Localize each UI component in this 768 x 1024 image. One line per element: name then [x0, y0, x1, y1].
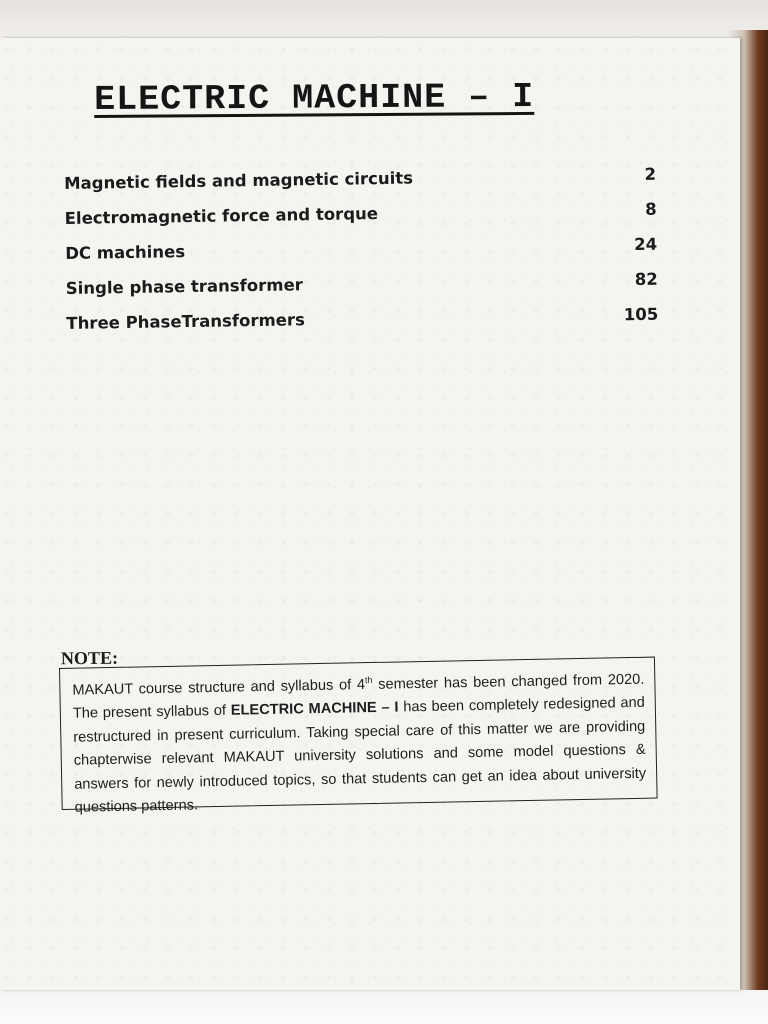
toc-chapter-title: Single phase transformer [65, 275, 303, 298]
toc-chapter-title: DC machines [65, 242, 186, 263]
page-title: ELECTRIC MACHINE – I [94, 76, 535, 120]
toc-chapter-title: Magnetic fields and magnetic circuits [64, 168, 414, 193]
photo-background-top [0, 0, 768, 42]
note-text-part: has been completely redesigned and restructured in present curriculum. Taking special care of this matter we are providing chapterwise relevant MAKAUT university solutions and some model questions & answers for newly introduced topics, so that students can get an idea about university questions patterns. [73, 695, 647, 817]
toc-page-number: 2 [644, 164, 657, 184]
title-block [94, 76, 622, 120]
toc-page-number: 24 [634, 234, 658, 255]
note-text-part: semester has been changed from 2020. The present syllabus of [72, 671, 645, 723]
note-text-part: MAKAUT course structure and syllabus of 4 [72, 676, 366, 699]
note-box [59, 657, 658, 817]
note-label: NOTE: [60, 647, 119, 669]
note-course-name: ELECTRIC MACHINE – I [230, 699, 399, 720]
toc-page-number: 105 [623, 304, 659, 325]
toc-chapter-title: Electromagnetic force and torque [64, 204, 379, 228]
toc-page-number: 8 [644, 199, 657, 219]
toc-chapter-title: Three PhaseTransformers [66, 310, 305, 333]
table-of-contents [64, 165, 659, 349]
note-text [60, 658, 657, 827]
toc-page-number: 82 [634, 269, 658, 290]
photo-background-bottom [0, 990, 768, 1024]
note-superscript: th [364, 674, 373, 686]
